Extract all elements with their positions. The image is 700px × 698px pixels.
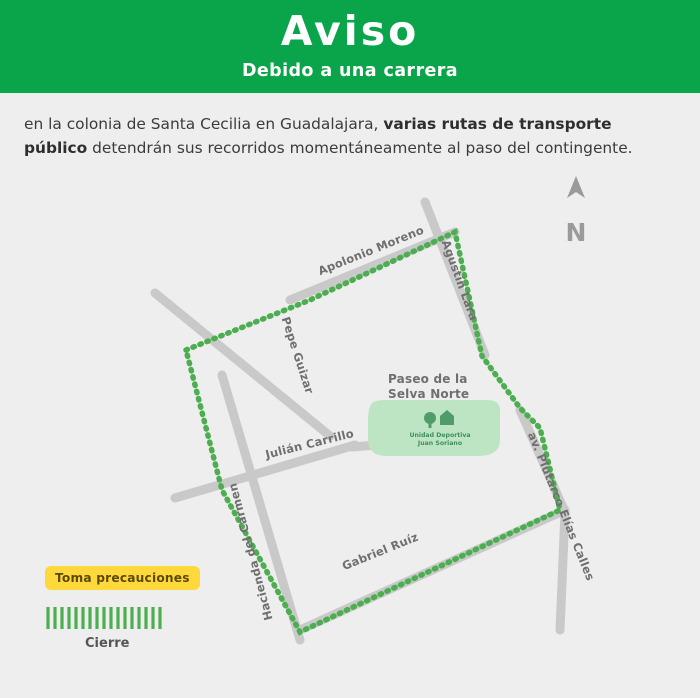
label-gabriel-ruiz: Gabriel Ruíz [340,529,421,573]
park-label-line1: Unidad Deportiva [409,432,471,439]
intro-text-bold: varias rutas de transporte público [24,115,612,158]
label-apolonio-moreno: Apolonio Moreno [316,222,426,278]
intro-text-part1: en la colonia de Santa Cecilia en Guadalajara, [24,115,384,134]
legend-warning-badge: Toma precauciones [45,566,200,590]
legend-closure-label: Cierre [85,636,130,651]
label-paseo-selva-norte-line2: Selva Norte [388,387,470,401]
intro-text-part2: detendrán sus recorridos momentáneamente al paso del contingente. [87,139,633,158]
park-label-line2: Juan Soriano [417,440,463,447]
header-subtitle: Debido a una carrera [241,61,459,81]
page-title: Aviso [280,7,420,55]
label-paseo-selva-norte-line1: Paseo de la [388,372,468,386]
label-hacienda-del-carmen: Hacienda del Carmen [225,481,276,622]
compass [556,174,596,247]
compass-north-letter: N [565,218,587,247]
intro-paragraph [24,113,676,161]
label-plutarco-elias-calles: av. Plutarco Elías Calles [525,430,598,583]
legend [45,566,265,651]
label-julian-carrillo: Julián Carrillo [264,426,356,462]
legend-closure-swatch [45,606,167,630]
label-pepe-guizar: Pepe Guizar [278,315,317,396]
label-agustin-lara: Agustín Lara [438,238,481,323]
north-arrow-icon [556,174,596,200]
header-banner [0,0,700,93]
map-canvas[interactable] [0,160,700,698]
